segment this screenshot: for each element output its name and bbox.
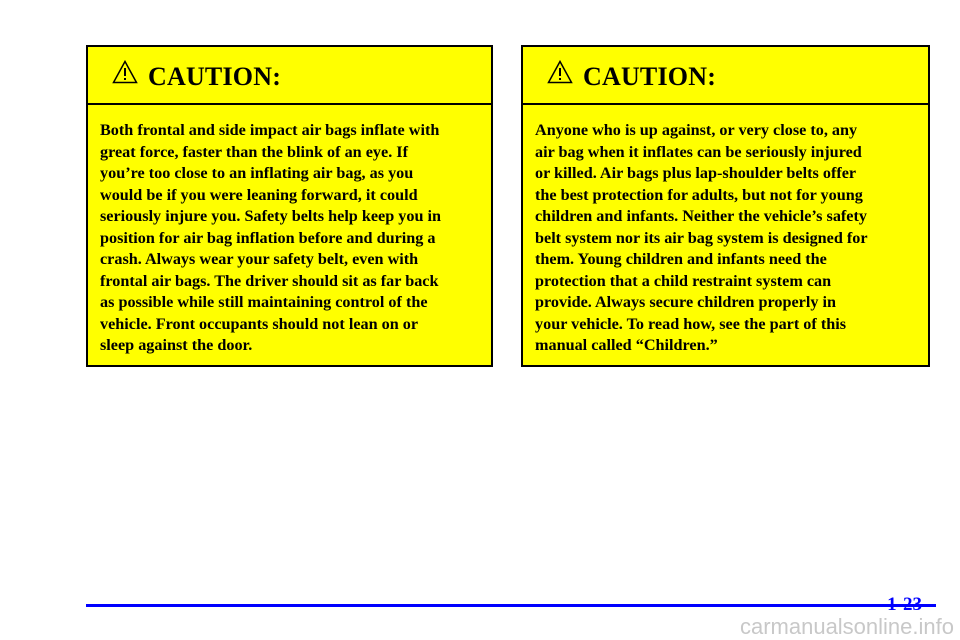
caution-title: CAUTION: (583, 62, 717, 91)
caution-line: children and infants. Neither the vehicle’s safety (535, 207, 867, 225)
caution-line: them. Young children and infants need the (535, 250, 827, 268)
watermark: carmanualsonline.info (739, 614, 954, 639)
caution-line: great force, faster than the blink of an eye. If (100, 142, 408, 161)
caution-line: manual called “Children.” (535, 336, 718, 354)
caution-box-left (86, 45, 493, 367)
caution-line: provide. Always secure children properly in (535, 293, 836, 311)
page-footer-rule (86, 604, 936, 607)
caution-line: sleep against the door. (100, 336, 253, 354)
caution-line: position for air bag inflation before and during a (100, 228, 436, 247)
caution-box-right (521, 45, 930, 367)
caution-line: or killed. Air bags plus lap-shoulder belts offer (535, 164, 857, 182)
caution-line: the best protection for adults, but not for young (535, 185, 863, 204)
caution-title: CAUTION: (148, 62, 282, 91)
caution-line: vehicle. Front occupants should not lean on or (100, 314, 419, 333)
caution-line: crash. Always wear your safety belt, even with (100, 250, 419, 268)
caution-line: as possible while still maintaining control of the (100, 293, 428, 311)
warning-triangle-icon (547, 60, 573, 84)
caution-line: would be if you were leaning forward, it could (100, 185, 418, 204)
caution-line: seriously injure you. Safety belts help keep you in (100, 207, 442, 225)
caution-line: Anyone who is up against, or very close to, any (535, 121, 858, 139)
caution-header (88, 47, 491, 105)
caution-line: you’re too close to an inflating air bag, as you (100, 164, 414, 182)
warning-triangle-icon (112, 60, 138, 84)
caution-text (523, 105, 928, 357)
caution-line: protection that a child restraint system can (535, 271, 832, 290)
caution-line: Both frontal and side impact air bags inflate with (100, 121, 440, 139)
caution-text (88, 105, 491, 357)
caution-line: frontal air bags. The driver should sit as far back (100, 271, 439, 290)
caution-line: belt system nor its air bag system is designed for (535, 228, 868, 247)
caution-line: air bag when it inflates can be seriously injured (535, 142, 862, 161)
caution-line: your vehicle. To read how, see the part of this (535, 314, 847, 333)
caution-header (523, 47, 928, 105)
page-number: 1-23 (887, 594, 922, 615)
